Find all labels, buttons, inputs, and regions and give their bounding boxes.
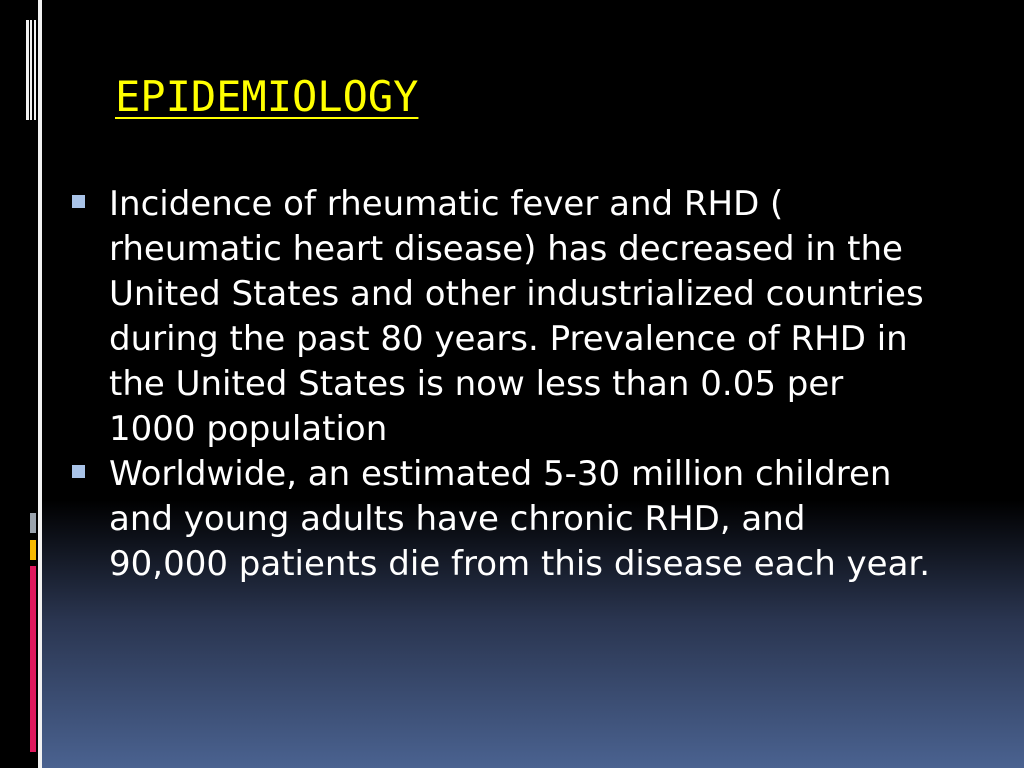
accent-bar-gray: [30, 513, 36, 533]
bullet-text: Worldwide, an estimated 5-30 million children and young adults have chronic RHD, and 90,000 patients die from this disease each year.: [109, 454, 931, 584]
square-bullet-icon: [72, 195, 85, 208]
bullet-item: [72, 182, 932, 452]
accent-bar-pink: [30, 566, 36, 752]
bullet-list: [72, 182, 932, 587]
decorative-bar: [26, 20, 29, 120]
bullet-item: [72, 452, 932, 587]
accent-bar-yellow: [30, 540, 36, 560]
square-bullet-icon: [72, 465, 85, 478]
decorative-bar: [34, 20, 36, 120]
decorative-bar: [30, 20, 32, 120]
left-divider-line: [38, 0, 42, 768]
slide-title: EPIDEMIOLOGY: [115, 72, 419, 121]
bullet-text: Incidence of rheumatic fever and RHD ( rheumatic heart disease) has decreased in the United States and other industrialized countries during the past 80 years. Prevalence of RHD in the United States is now less than 0.05 per 1000 population: [109, 184, 924, 449]
